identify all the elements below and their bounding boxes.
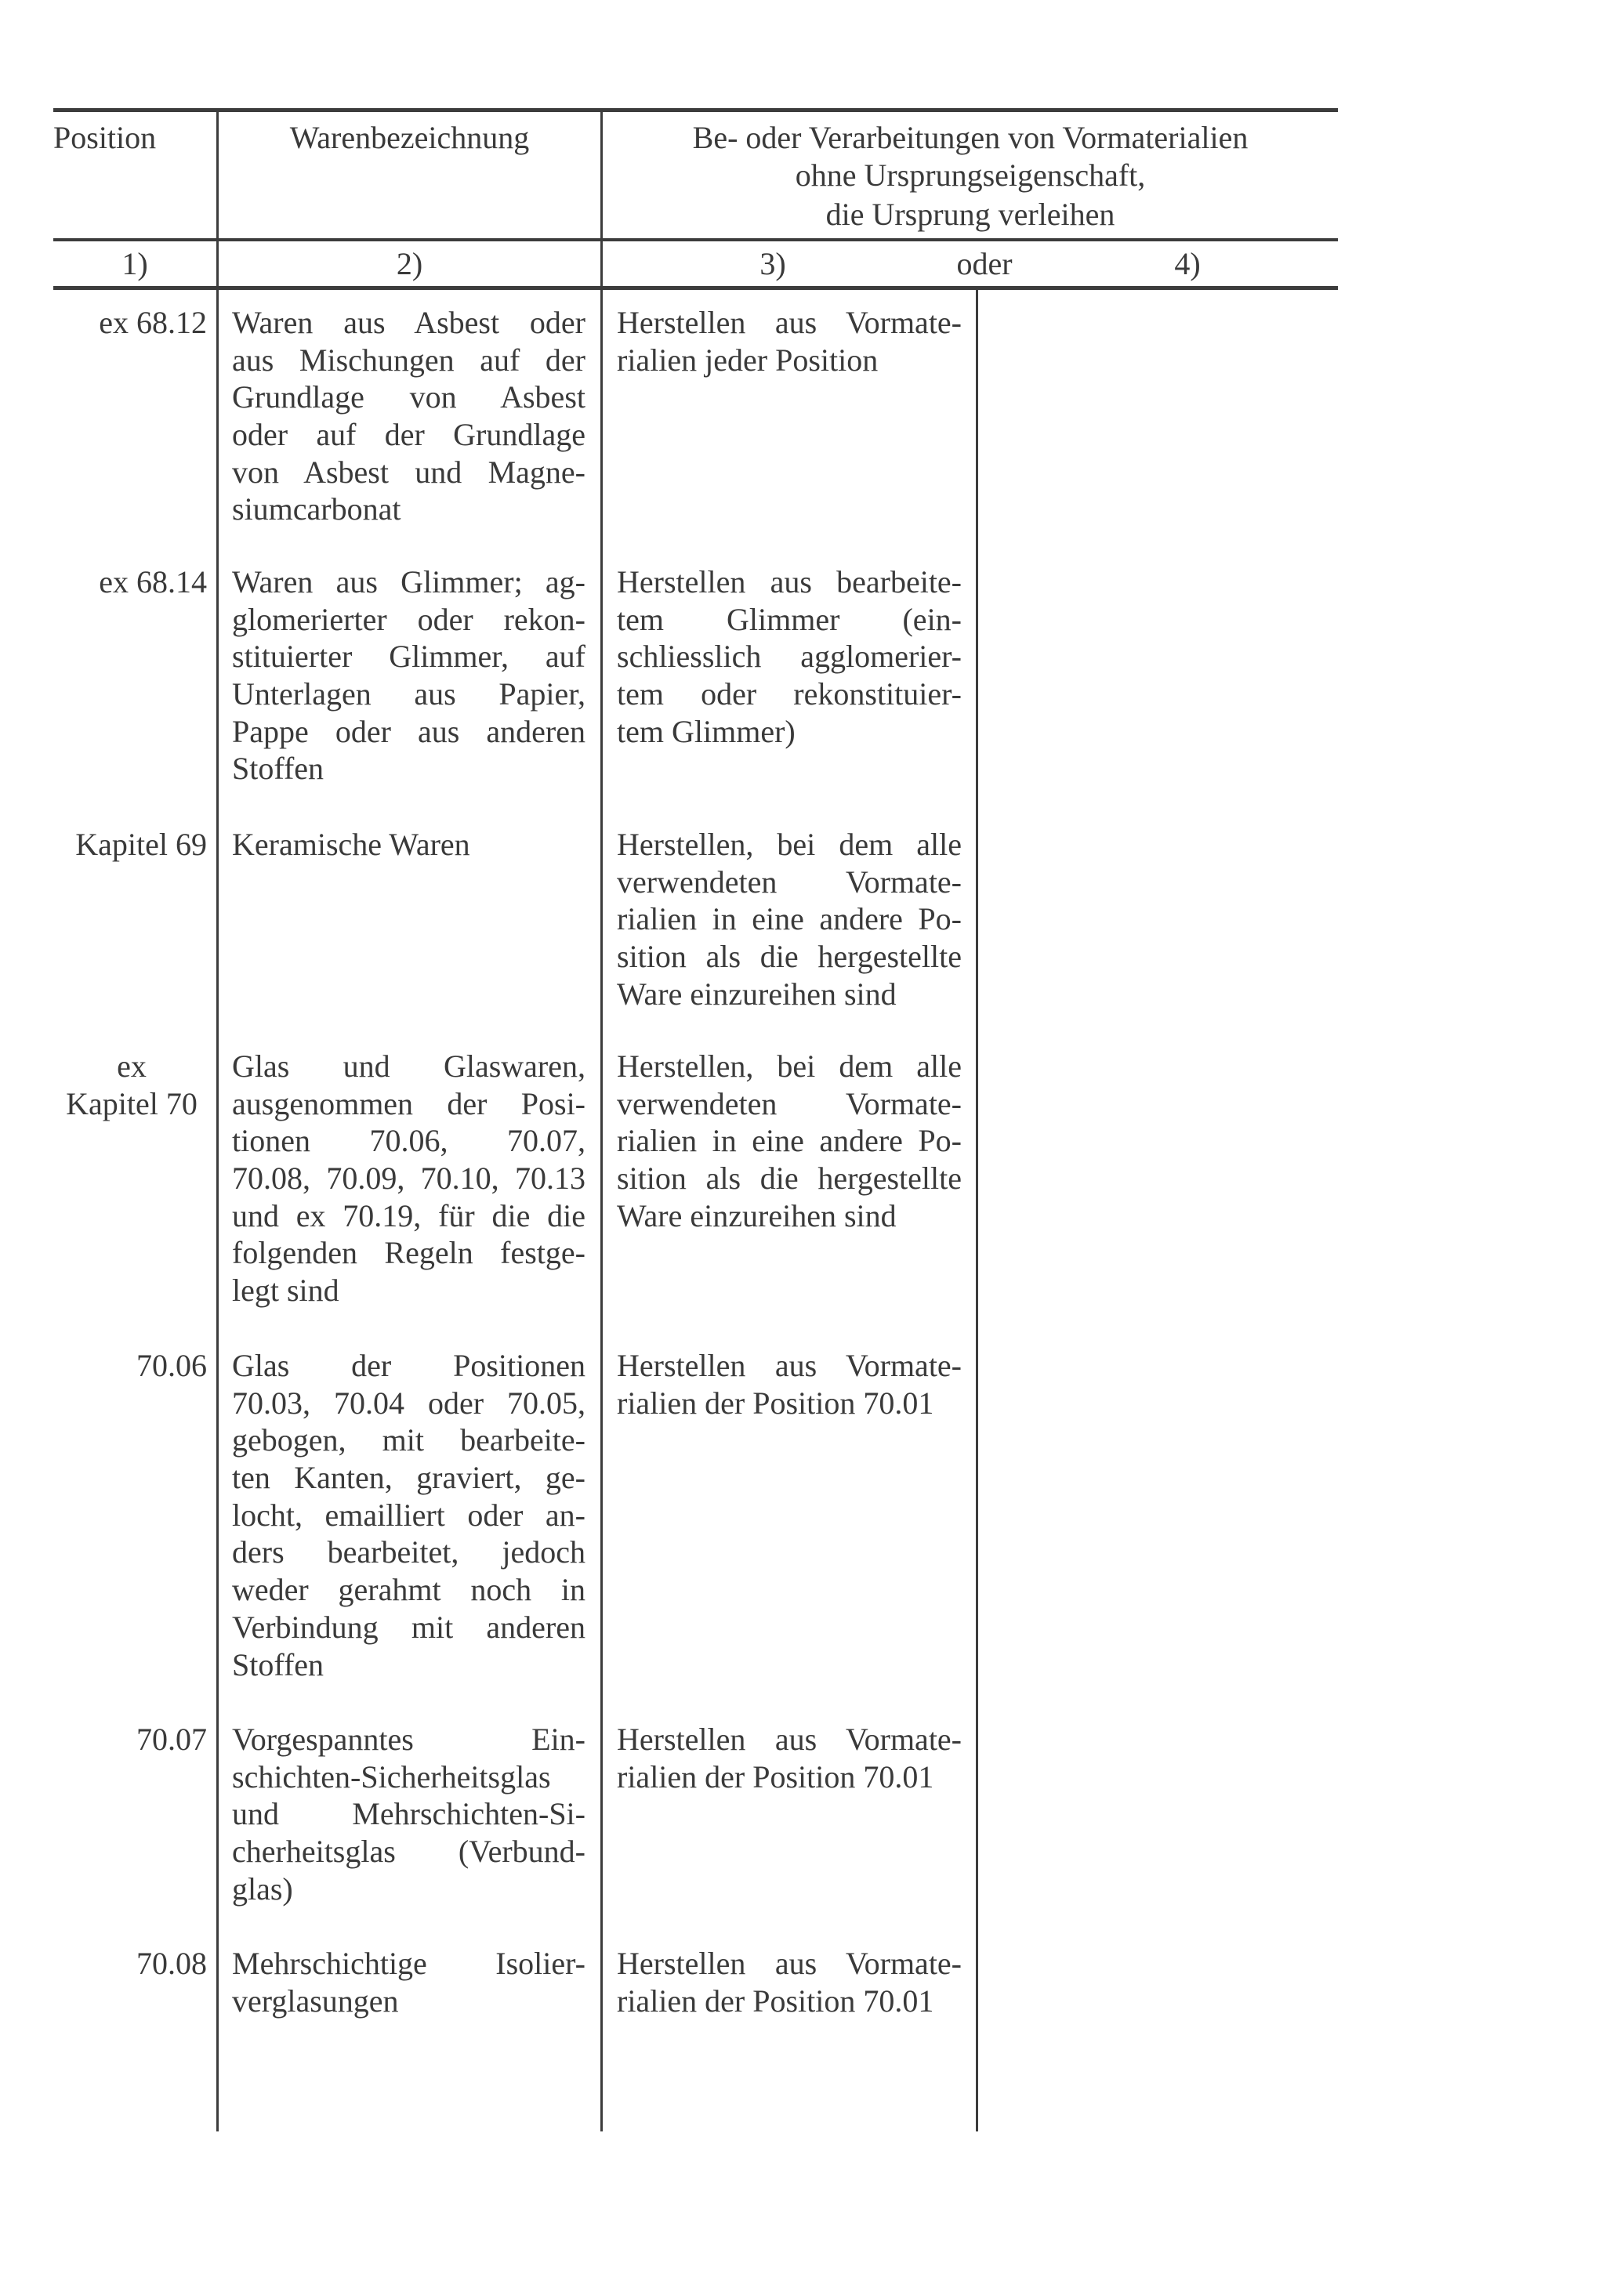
row-description-line: Waren aus Asbest oder xyxy=(232,305,585,340)
row-processing-line: sition als die hergestellte xyxy=(617,1161,962,1197)
row-description-line: ausgenommen der Posi- xyxy=(232,1085,585,1121)
column-number-2: 2) xyxy=(396,246,423,281)
row-processing-line: Herstellen aus Vormate- xyxy=(617,1722,962,1757)
row-description-line: verglasungen xyxy=(232,1983,399,2019)
column-divider-3 xyxy=(976,288,978,2131)
row-processing-line: Herstellen, bei dem alle xyxy=(617,1048,962,1084)
table-top-rule xyxy=(53,108,1338,112)
position-line: 70.08 xyxy=(136,1946,207,1981)
column-divider-1 xyxy=(216,110,219,2131)
row-description-line: gebogen, mit bearbeite- xyxy=(232,1422,585,1458)
row-description-line: schichten-Sicherheitsglas xyxy=(232,1758,551,1794)
row-processing-line: verwendeten Vormate- xyxy=(617,864,962,900)
header-divider-rule xyxy=(53,238,1338,241)
row-description-line: ten Kanten, graviert, ge- xyxy=(232,1460,585,1496)
row-description-line: und Mehrschichten-Si- xyxy=(232,1796,585,1832)
row-processing-line: rialien der Position 70.01 xyxy=(617,1758,934,1794)
header-processing-line-2: ohne Ursprungseigenschaft, xyxy=(795,158,1146,193)
column-or-label: oder xyxy=(956,246,1013,281)
row-processing-line: verwendeten Vormate- xyxy=(617,1085,962,1121)
header-description: Warenbezeichnung xyxy=(289,120,530,155)
row-processing xyxy=(617,1945,962,2019)
row-description-line: Verbindung mit anderen xyxy=(232,1609,585,1645)
row-description-line: tionen 70.06, 70.07, xyxy=(232,1123,585,1159)
row-description-line: locht, emailliert oder an- xyxy=(232,1497,585,1533)
position-line: 70.07 xyxy=(136,1722,207,1757)
header-position: Position xyxy=(53,120,157,155)
row-processing xyxy=(617,826,962,1012)
column-number-1: 1) xyxy=(121,246,148,281)
row-position xyxy=(56,304,207,342)
row-processing xyxy=(617,1048,962,1234)
row-processing-line: Herstellen aus Vormate- xyxy=(617,1946,962,1981)
row-processing xyxy=(617,1721,962,1795)
row-description xyxy=(232,1721,585,1907)
row-processing-line: tem Glimmer) xyxy=(617,713,796,749)
row-description-line: legt sind xyxy=(232,1273,339,1309)
row-processing-line: rialien in eine andere Po- xyxy=(617,1123,962,1159)
row-position xyxy=(56,1945,207,1983)
row-processing-line: rialien in eine andere Po- xyxy=(617,901,962,937)
row-description-line: 70.08, 70.09, 70.10, 70.13 xyxy=(232,1161,585,1197)
row-processing-line: sition als die hergestellte xyxy=(617,939,962,975)
row-description-line: Waren aus Glimmer; ag- xyxy=(232,564,585,599)
row-position xyxy=(56,826,207,864)
row-description xyxy=(232,826,585,864)
row-description-line: oder auf der Grundlage xyxy=(232,417,585,453)
row-position xyxy=(56,1721,207,1758)
row-processing-line: Herstellen aus bearbeite- xyxy=(617,564,962,599)
row-description xyxy=(232,1347,585,1683)
position-line: ex 68.14 xyxy=(99,564,207,599)
column-number-4: 4) xyxy=(1174,246,1201,281)
row-description-line: und ex 70.19, für die die xyxy=(232,1197,585,1233)
row-processing-line: Ware einzureihen sind xyxy=(617,1197,897,1233)
row-description xyxy=(232,304,585,528)
header-processing-line-1: Be- oder Verarbeitungen von Vormaterialien xyxy=(692,120,1249,155)
row-processing-line: tem oder rekonstituier- xyxy=(617,676,962,712)
row-description-line: glomerierter oder rekon- xyxy=(232,601,585,637)
row-description-line: von Asbest und Magne- xyxy=(232,454,585,490)
row-description-line: ders bearbeitet, jedoch xyxy=(232,1534,585,1570)
row-processing-line: rialien der Position 70.01 xyxy=(617,1983,934,2019)
row-description-line: 70.03, 70.04 oder 70.05, xyxy=(232,1385,585,1421)
row-description-line: Keramische Waren xyxy=(232,827,470,862)
column-divider-2 xyxy=(600,110,603,2131)
row-description xyxy=(232,563,585,788)
row-position xyxy=(56,1048,207,1122)
row-description-line: folgenden Regeln festge- xyxy=(232,1235,585,1271)
position-line: 70.06 xyxy=(136,1348,207,1383)
row-processing-line: schliesslich agglomerier- xyxy=(617,639,962,675)
row-description-line: aus Mischungen auf der xyxy=(232,342,585,378)
position-line: ex 68.12 xyxy=(99,305,207,340)
row-description-line: cherheitsglas (Verbund- xyxy=(232,1834,585,1870)
body-start-rule xyxy=(53,286,1338,290)
row-description-line: siumcarbonat xyxy=(232,491,401,527)
row-position xyxy=(56,563,207,601)
header-processing-line-3: die Ursprung verleihen xyxy=(825,197,1115,232)
row-processing-line: Herstellen aus Vormate- xyxy=(617,305,962,340)
row-description-line: Glas und Glaswaren, xyxy=(232,1048,585,1084)
position-line: Kapitel 70 xyxy=(66,1085,198,1121)
row-description-line: Stoffen xyxy=(232,1646,324,1682)
row-processing-line: Ware einzureihen sind xyxy=(617,976,897,1012)
row-description-line: weder gerahmt noch in xyxy=(232,1572,585,1608)
row-description-line: Grundlage von Asbest xyxy=(232,379,585,415)
row-processing xyxy=(617,304,962,378)
row-processing-line: rialien jeder Position xyxy=(617,342,879,378)
row-description-line: glas) xyxy=(232,1870,293,1907)
row-description xyxy=(232,1945,585,2019)
row-processing-line: tem Glimmer (ein- xyxy=(617,601,962,637)
row-processing-line: Herstellen, bei dem alle xyxy=(617,827,962,862)
row-description-line: stituierter Glimmer, auf xyxy=(232,639,585,675)
position-line: Kapitel 69 xyxy=(75,827,207,862)
row-description-line: Glas der Positionen xyxy=(232,1348,585,1383)
row-description-line: Pappe oder aus anderen xyxy=(232,713,585,749)
row-description xyxy=(232,1048,585,1309)
row-processing xyxy=(617,563,962,750)
row-description-line: Unterlagen aus Papier, xyxy=(232,676,585,712)
row-processing xyxy=(617,1347,962,1421)
row-description-line: Stoffen xyxy=(232,751,324,787)
column-number-3: 3) xyxy=(759,246,786,281)
row-description-line: Mehrschichtige Isolier- xyxy=(232,1946,585,1981)
position-line: ex xyxy=(117,1048,147,1084)
row-description-line: Vorgespanntes Ein- xyxy=(232,1722,585,1757)
row-processing-line: rialien der Position 70.01 xyxy=(617,1385,934,1421)
row-position xyxy=(56,1347,207,1385)
row-processing-line: Herstellen aus Vormate- xyxy=(617,1348,962,1383)
